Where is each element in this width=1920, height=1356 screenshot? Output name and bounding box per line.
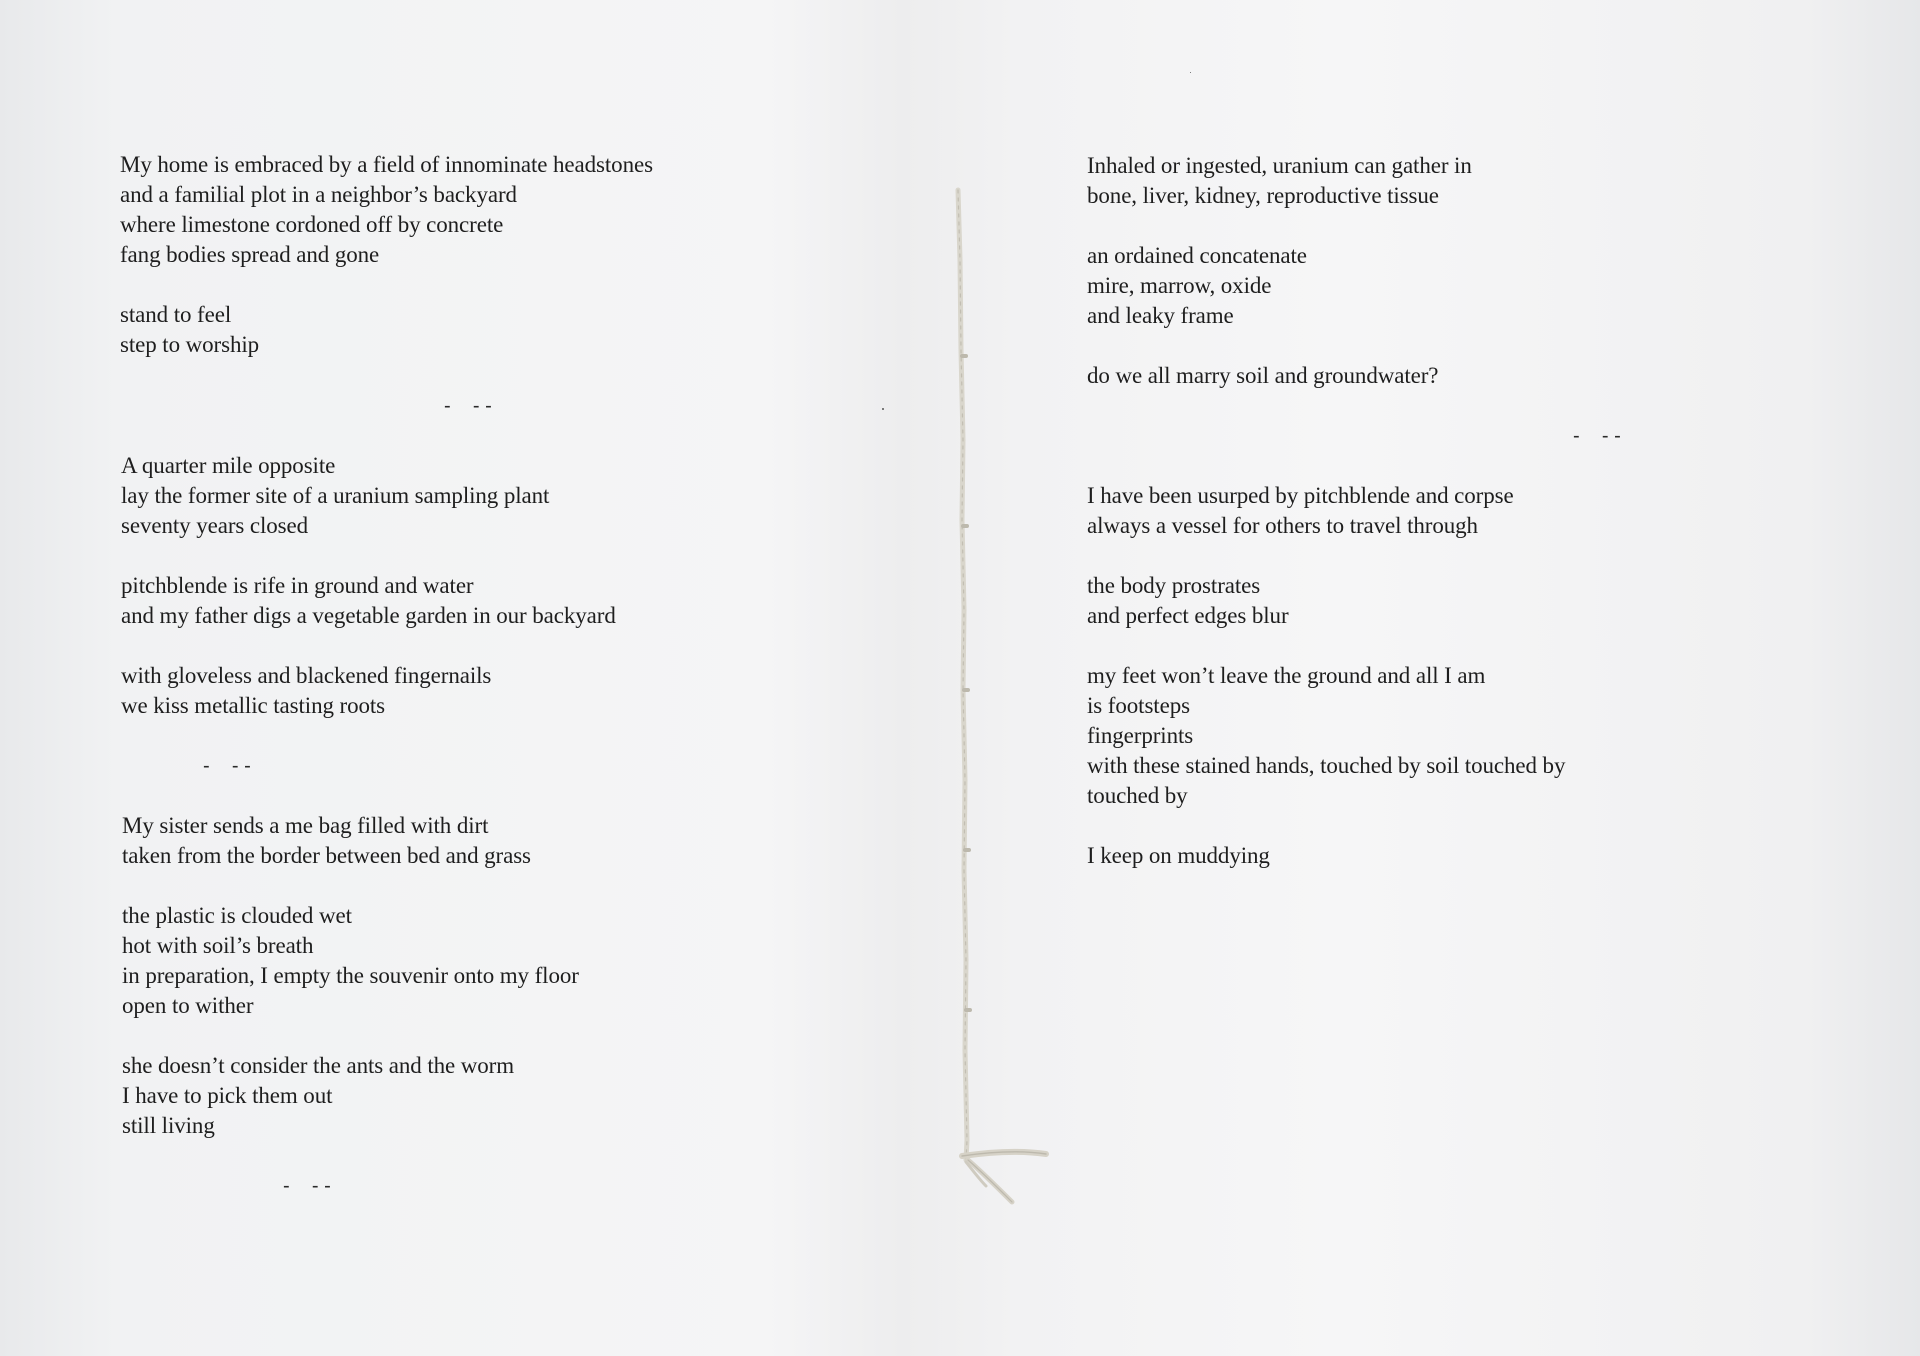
poem-line: always a vessel for others to travel through bbox=[1087, 513, 1478, 538]
poem-line: and perfect edges blur bbox=[1087, 603, 1289, 628]
poem-line: with these stained hands, touched by soil touched by bbox=[1087, 753, 1566, 778]
poem-line: with gloveless and blackened fingernails bbox=[121, 663, 492, 688]
poem-line: My sister sends a me bag filled with dirt bbox=[122, 813, 489, 838]
poem-line: is footsteps bbox=[1087, 693, 1190, 718]
poem-line: we kiss metallic tasting roots bbox=[121, 693, 386, 718]
poem-line: Inhaled or ingested, uranium can gather in bbox=[1087, 153, 1472, 178]
section-break: - - - bbox=[203, 755, 251, 777]
poem-line: do we all marry soil and groundwater? bbox=[1087, 363, 1439, 388]
poem-line: she doesn’t consider the ants and the worm bbox=[122, 1053, 515, 1078]
poem-line: seventy years closed bbox=[121, 513, 309, 538]
section-break: - - - bbox=[444, 395, 492, 417]
poem-line: touched by bbox=[1087, 783, 1188, 808]
paper-speck bbox=[1190, 72, 1191, 73]
poem-line: where limestone cordoned off by concrete bbox=[120, 212, 504, 237]
poem-line: A quarter mile opposite bbox=[121, 453, 336, 478]
left-page bbox=[0, 0, 955, 1356]
poem-line: the body prostrates bbox=[1087, 573, 1261, 598]
poem-line: open to wither bbox=[122, 993, 254, 1018]
section-break: - - - bbox=[283, 1175, 331, 1197]
poem-line: step to worship bbox=[120, 332, 260, 357]
poem-line: and leaky frame bbox=[1087, 303, 1234, 328]
poem-line: fang bodies spread and gone bbox=[120, 242, 380, 267]
poem-line: I keep on muddying bbox=[1087, 843, 1270, 868]
poem-line: my feet won’t leave the ground and all I am bbox=[1087, 663, 1486, 688]
poem-line: lay the former site of a uranium sampling plant bbox=[121, 483, 550, 508]
poem-line: hot with soil’s breath bbox=[122, 933, 314, 958]
right-page bbox=[955, 0, 1920, 1356]
poem-line: and my father digs a vegetable garden in our backyard bbox=[121, 603, 616, 628]
paper-speck bbox=[882, 408, 884, 410]
poem-line: stand to feel bbox=[120, 302, 232, 327]
section-break: - - - bbox=[1573, 425, 1621, 447]
poem-line: in preparation, I empty the souvenir onto my floor bbox=[122, 963, 579, 988]
poem-line: bone, liver, kidney, reproductive tissue bbox=[1087, 183, 1439, 208]
poem-line: fingerprints bbox=[1087, 723, 1194, 748]
poem-line: mire, marrow, oxide bbox=[1087, 273, 1272, 298]
poem-line: the plastic is clouded wet bbox=[122, 903, 352, 928]
poem-line: an ordained concatenate bbox=[1087, 243, 1307, 268]
poem-line: taken from the border between bed and grass bbox=[122, 843, 531, 868]
poem-line: still living bbox=[122, 1113, 215, 1138]
poem-line: My home is embraced by a field of innominate headstones bbox=[120, 152, 653, 177]
poem-line: I have to pick them out bbox=[122, 1083, 333, 1108]
poem-line: I have been usurped by pitchblende and corpse bbox=[1087, 483, 1514, 508]
poem-line: and a familial plot in a neighbor’s backyard bbox=[120, 182, 517, 207]
poem-line: pitchblende is rife in ground and water bbox=[121, 573, 474, 598]
